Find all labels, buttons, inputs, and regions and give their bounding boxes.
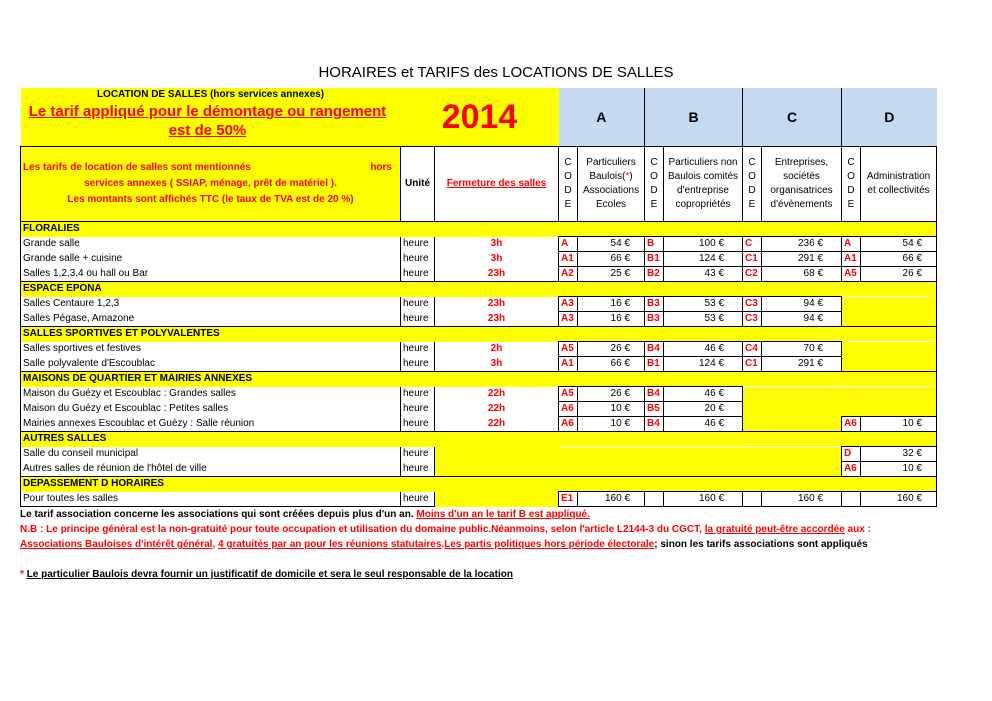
price-b: 124 € xyxy=(664,252,743,267)
unit: heure xyxy=(401,252,435,267)
section-row xyxy=(21,282,937,297)
price-a: 16 € xyxy=(578,297,645,312)
code-a: A3 xyxy=(559,297,578,312)
price-c: 291 € xyxy=(762,357,842,372)
code-a: A1 xyxy=(559,357,578,372)
closing-time: 3h xyxy=(435,237,559,252)
col-b-header: Particuliers non Baulois comités d'entreprise copropriétés xyxy=(664,147,743,222)
code-b: B4 xyxy=(645,387,664,402)
code-header-a: C O D E xyxy=(559,147,578,222)
code-header-c: C O D E xyxy=(743,147,762,222)
price-b: 160 € xyxy=(664,492,743,507)
unit: heure xyxy=(401,342,435,357)
col-letter-a: A xyxy=(559,88,645,147)
tarifs-table xyxy=(20,88,937,507)
table-row xyxy=(21,342,937,357)
note-line1: Le tarif association concerne les associations qui sont créées depuis plus d'un an. Moins d'un an le tarif B est appliqué. xyxy=(20,509,590,520)
code-c xyxy=(743,492,762,507)
info-hors: hors xyxy=(370,162,392,173)
closing-time: 22h xyxy=(435,387,559,402)
code-a: A6 xyxy=(559,417,578,432)
unit: heure xyxy=(401,357,435,372)
room-label: Salle polyvalente d'Escoublac xyxy=(21,357,401,372)
code-b: B4 xyxy=(645,417,664,432)
room-label: Salles Centaure 1,2,3 xyxy=(21,297,401,312)
closing-time: 23h xyxy=(435,312,559,327)
code-a: A2 xyxy=(559,267,578,282)
price-d: 10 € xyxy=(861,417,937,432)
tarif-note-cell xyxy=(21,102,401,147)
room-label: Salle du conseil municipal xyxy=(21,447,401,462)
section-fill xyxy=(559,327,937,342)
price-c: 160 € xyxy=(762,492,842,507)
room-label: Grande salle + cuisine xyxy=(21,252,401,267)
closing-time: 23h xyxy=(435,297,559,312)
col-a-header: Particuliers Baulois(*) Associations Ecoles xyxy=(578,147,645,222)
price-b: 53 € xyxy=(664,312,743,327)
price-b: 53 € xyxy=(664,297,743,312)
code-c: C1 xyxy=(743,357,762,372)
info-cell xyxy=(21,147,401,222)
price-d: 10 € xyxy=(861,462,937,477)
closing-time: 23h xyxy=(435,267,559,282)
unit: heure xyxy=(401,297,435,312)
table-row xyxy=(21,492,937,507)
notes xyxy=(20,507,871,582)
section-fill xyxy=(559,432,937,447)
table-row xyxy=(21,252,937,267)
code-d: A6 xyxy=(842,462,861,477)
closing-time xyxy=(435,447,559,462)
unit: heure xyxy=(401,417,435,432)
table-row xyxy=(21,387,937,402)
price-a: 25 € xyxy=(578,267,645,282)
code-a: E1 xyxy=(559,492,578,507)
table-row xyxy=(21,357,937,372)
price-a: 10 € xyxy=(578,417,645,432)
code-b xyxy=(645,492,664,507)
table-row xyxy=(21,297,937,312)
code-d: A5 xyxy=(842,267,861,282)
price-b: 124 € xyxy=(664,357,743,372)
room-label: Autres salles de réunion de l'hôtel de ville xyxy=(21,462,401,477)
section-row xyxy=(21,432,937,447)
col-c-header: Entreprises, sociétés organisatrices d'évènements xyxy=(762,147,842,222)
code-header-b: C O D E xyxy=(645,147,664,222)
code-b: B1 xyxy=(645,357,664,372)
price-b: 46 € xyxy=(664,342,743,357)
code-c: C4 xyxy=(743,342,762,357)
price-c: 68 € xyxy=(762,267,842,282)
code-b: B3 xyxy=(645,312,664,327)
code-a: A3 xyxy=(559,312,578,327)
price-c: 94 € xyxy=(762,297,842,312)
year-cell xyxy=(401,88,559,147)
info-line1: Les tarifs de location de salles sont mentionnés xyxy=(23,162,251,173)
table-row xyxy=(21,417,937,432)
section-title: AUTRES SALLES xyxy=(21,432,559,447)
note-line3: Associations Bauloises d'intérêt général, 4 gratuités par an pour les réunions statutaires.Les partis politiques hors période électorale; sinon les tarifs associations sont appliqués xyxy=(20,539,868,550)
price-d: 32 € xyxy=(861,447,937,462)
code-b: B xyxy=(645,237,664,252)
price-d: 26 € xyxy=(861,267,937,282)
col-letter-c: C xyxy=(743,88,842,147)
price-c: 70 € xyxy=(762,342,842,357)
code-header-d: C O D E xyxy=(842,147,861,222)
price-a: 10 € xyxy=(578,402,645,417)
year: 2014 xyxy=(441,98,518,136)
code-b: B5 xyxy=(645,402,664,417)
code-c: C2 xyxy=(743,267,762,282)
code-c: C xyxy=(743,237,762,252)
code-c: C1 xyxy=(743,252,762,267)
room-label: Mairies annexes Escoublac et Guèzy : Salle réunion xyxy=(21,417,401,432)
table-row xyxy=(21,267,937,282)
col-d-header: Administration et collectivités xyxy=(861,147,937,222)
unit: heure xyxy=(401,462,435,477)
closing-time: 22h xyxy=(435,417,559,432)
unit: heure xyxy=(401,387,435,402)
col-letter-b: B xyxy=(645,88,743,147)
unit: heure xyxy=(401,492,435,507)
price-a: 66 € xyxy=(578,357,645,372)
code-b: B1 xyxy=(645,252,664,267)
room-label: Salles Pégase, Amazone xyxy=(21,312,401,327)
price-b: 100 € xyxy=(664,237,743,252)
code-d: D xyxy=(842,447,861,462)
section-title: MAISONS DE QUARTIER ET MAIRIES ANNEXES xyxy=(21,372,559,387)
fermeture-header: Fermeture des salles xyxy=(435,147,559,222)
room-label: Salles 1,2,3,4 ou hall ou Bar xyxy=(21,267,401,282)
table-row xyxy=(21,312,937,327)
price-b: 46 € xyxy=(664,417,743,432)
price-a: 26 € xyxy=(578,342,645,357)
price-a: 16 € xyxy=(578,312,645,327)
code-c: C3 xyxy=(743,312,762,327)
table-row xyxy=(21,462,937,477)
code-a: A xyxy=(559,237,578,252)
note-line2: N.B : Le principe général est la non-gratuité pour toute occupation et utilisation du domaine public.Néanmoins, selon l'article L2144-3 du CGCT, la gratuité peut-être accordée aux : xyxy=(20,524,871,535)
unit: heure xyxy=(401,402,435,417)
col-letter-d: D xyxy=(842,88,937,147)
footnote: * Le particulier Baulois devra fournir un justificatif de domicile et sera le seul responsable de la location xyxy=(20,569,513,580)
section-title: ESPACE EPONA xyxy=(21,282,559,297)
section-row xyxy=(21,222,937,237)
code-a: A5 xyxy=(559,387,578,402)
code-d: A1 xyxy=(842,252,861,267)
section-title: SALLES SPORTIVES ET POLYVALENTES xyxy=(21,327,559,342)
price-c: 236 € xyxy=(762,237,842,252)
code-c: C3 xyxy=(743,297,762,312)
table-row xyxy=(21,402,937,417)
page-title: HORAIRES et TARIFS des LOCATIONS DE SALLES xyxy=(318,64,674,81)
price-a: 54 € xyxy=(578,237,645,252)
room-label: Salles sportives et festives xyxy=(21,342,401,357)
unit: heure xyxy=(401,237,435,252)
code-a: A1 xyxy=(559,252,578,267)
unit: heure xyxy=(401,267,435,282)
unit: heure xyxy=(401,312,435,327)
price-b: 43 € xyxy=(664,267,743,282)
code-a: A6 xyxy=(559,402,578,417)
price-c: 94 € xyxy=(762,312,842,327)
price-a: 160 € xyxy=(578,492,645,507)
section-row xyxy=(21,372,937,387)
code-b: B2 xyxy=(645,267,664,282)
code-b: B3 xyxy=(645,297,664,312)
section-fill xyxy=(559,372,937,387)
code-b: B4 xyxy=(645,342,664,357)
code-d: A xyxy=(842,237,861,252)
code-d: A6 xyxy=(842,417,861,432)
section-title: FLORALIES xyxy=(21,222,559,237)
subtitle: LOCATION DE SALLES (hors services annexes) xyxy=(21,88,401,102)
closing-time: 2h xyxy=(435,342,559,357)
code-a: A5 xyxy=(559,342,578,357)
section-fill xyxy=(559,477,937,492)
section-fill xyxy=(559,222,937,237)
closing-time xyxy=(435,462,559,477)
unite-header: Unité xyxy=(401,147,435,222)
closing-time: 22h xyxy=(435,402,559,417)
price-a: 66 € xyxy=(578,252,645,267)
unit: heure xyxy=(401,447,435,462)
room-label: Pour toutes les salles xyxy=(21,492,401,507)
price-d: 54 € xyxy=(861,237,937,252)
section-row xyxy=(21,477,937,492)
section-row xyxy=(21,327,937,342)
price-d: 160 € xyxy=(861,492,937,507)
section-title: DEPASSEMENT D HORAIRES xyxy=(21,477,559,492)
price-d: 66 € xyxy=(861,252,937,267)
section-fill xyxy=(559,282,937,297)
price-c: 291 € xyxy=(762,252,842,267)
room-label: Maison du Guézy et Escoublac : Grandes salles xyxy=(21,387,401,402)
table-row xyxy=(21,447,937,462)
closing-time: 3h xyxy=(435,252,559,267)
price-b: 46 € xyxy=(664,387,743,402)
tarif-note: Le tarif appliqué pour le démontage ou rangement est de 50% xyxy=(28,103,387,139)
code-d xyxy=(842,492,861,507)
room-label: Maison du Guézy et Escoublac : Petites salles xyxy=(21,402,401,417)
price-a: 26 € xyxy=(578,387,645,402)
info-line2: services annexes ( SSIAP, ménage, prêt de matériel ). xyxy=(84,178,337,189)
room-label: Grande salle xyxy=(21,237,401,252)
price-b: 20 € xyxy=(664,402,743,417)
table-row xyxy=(21,237,937,252)
closing-time: 3h xyxy=(435,357,559,372)
closing-time xyxy=(435,492,559,507)
info-line3: Les montants sont affichés TTC (le taux de TVA est de 20 %) xyxy=(67,194,354,205)
